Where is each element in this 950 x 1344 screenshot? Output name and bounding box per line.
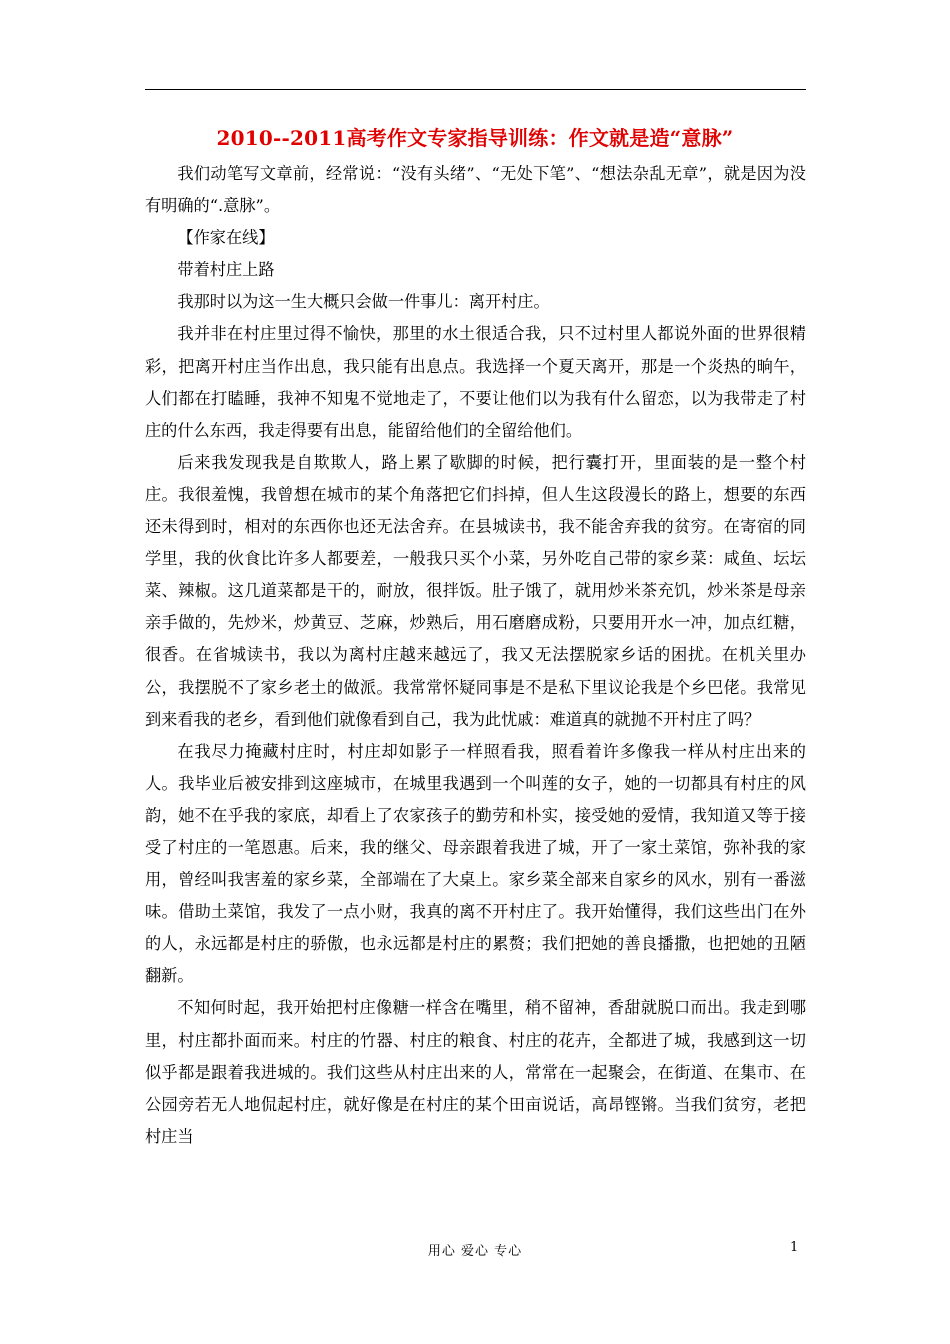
section-heading: 【作家在线】 [177, 228, 275, 248]
document-title: 2010--2011高考作文专家指导训练：作文就是造“意脉” [216, 126, 734, 150]
paragraph: 在我尽力掩藏村庄时，村庄却如影子一样照看我，照看着许多像我一样从村庄出来的人。我毕业后被安排到这座城市，在城里我遇到一个叫莲的女子，她的一切都具有村庄的风韵，她不在乎我的家底，却看上了农家孩子的勤劳和朴实，接受她的爱情，我知道又等于接受了村庄的一笔恩惠。后来，我的继父、母亲跟着我进了城，开了一家土菜馆，弥补我的家用，曾经叫我害羞的家乡菜，全部端在了大桌上。家乡菜全部来自家乡的风水，别有一番滋味。借助土菜馆，我发了一点小财，我真的离不开村庄了。我开始懂得，我们这些出门在外的人，永远都是村庄的骄傲，也永远都是村庄的累赘；我们把她的善良播撒，也把她的丑陋翻新。 [145, 741, 806, 986]
page-number: 1 [790, 1240, 799, 1255]
essay-title: 带着村庄上路 [177, 260, 275, 280]
header-rule [145, 89, 806, 90]
paragraph: 不知何时起，我开始把村庄像糖一样含在嘴里，稍不留神，香甜就脱口而出。我走到哪里，村庄都扑面而来。村庄的竹器、村庄的粮食、村庄的花卉，全都进了城，我感到这一切似乎都是跟着我进城的。我们这些从村庄出来的人，常常在一起聚会，在街道、在集市、在公园旁若无人地侃起村庄，就好像是在村庄的某个田亩说话，高昂铿锵。当我们贫穷，老把村庄当 [145, 998, 806, 1146]
footer-motto: 用心 爱心 专心 [427, 1244, 523, 1259]
paragraph: 后来我发现我是自欺欺人，路上累了歇脚的时候，把行囊打开，里面装的是一整个村庄。我很羞愧，我曾想在城市的某个角落把它们抖掉，但人生这段漫长的路上，想要的东西还未得到时，相对的东西你也还无法舍弃。在县城读书，我不能舍弃我的贫穷。在寄宿的同学里，我的伙食比许多人都要差，一般我只买个小菜，另外吃自己带的家乡菜：咸鱼、坛坛菜、辣椒。这几道菜都是干的，耐放，很拌饭。肚子饿了，就用炒米茶充饥，炒米茶是母亲亲手做的，先炒米，炒黄豆、芝麻，炒熟后，用石磨磨成粉，只要用开水一冲，加点红糖，很香。在省城读书，我以为离村庄越来越远了，我又无法摆脱家乡话的困扰。在机关里办公，我摆脱不了家乡老土的做派。我常常怀疑同事是不是私下里议论我是个乡巴佬。我常见到来看我的老乡，看到他们就像看到自己，我为此忧戚：难道真的就抛不开村庄了吗？ [145, 452, 806, 729]
paragraph-intro: 我们动笔写文章前，经常说：“没有头绪”、“无处下笔”、“想法杂乱无章”，就是因为没有明确的“.意脉”。 [145, 164, 806, 216]
paragraph: 我那时以为这一生大概只会做一件事儿：离开村庄。 [177, 292, 550, 312]
paragraph: 我并非在村庄里过得不愉快，那里的水土很适合我，只不过村里人都说外面的世界很精彩，把离开村庄当作出息，我只能有出息点。我选择一个夏天离开，那是一个炎热的晌午，人们都在打瞌睡，我神不知鬼不觉地走了，不要让他们以为我有什么留恋，以为我带走了村庄的什么东西，我走得要有出息，能留给他们的全留给他们。 [145, 324, 806, 440]
document-body [145, 158, 806, 1153]
